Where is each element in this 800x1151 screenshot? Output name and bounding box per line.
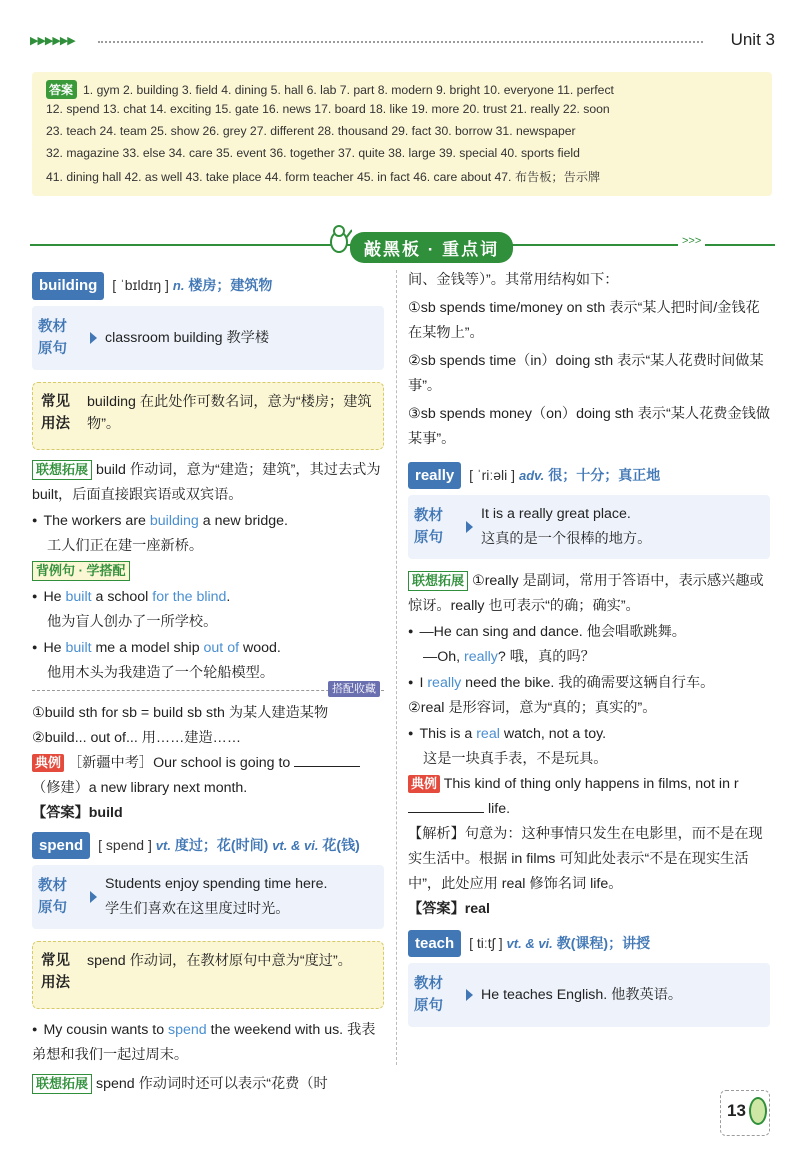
answer-tag: 答案 — [46, 80, 77, 99]
unit-label: Unit 3 — [730, 30, 775, 49]
phonetic: [ tiːtʃ ] — [469, 935, 503, 951]
highlight-word: really — [464, 649, 498, 665]
extension-text: ①really 是副词，常用于答语中，表示感兴趣或惊讶。really 也可表示“的确；确实”。 — [408, 573, 764, 614]
right-column — [408, 268, 770, 1027]
example-text: me a model ship — [91, 640, 204, 656]
highlight-word: built — [65, 640, 92, 656]
example-text: the weekend with us. 我表弟想和我们一起过周末。 — [32, 1022, 376, 1063]
usage-text: spend 作动词，在教材原句中意为“度过”。 — [87, 953, 352, 969]
usage-text: building 在此处作可数名词，意为“楼房；建筑物”。 — [87, 394, 372, 432]
structure-item: ③sb spends money（on）doing sth 表示“某人花费金钱做某事”。 — [408, 406, 771, 447]
original-label: 原句 — [414, 998, 443, 1014]
structure-item: ②sb spends time（in）doing sth 表示“某人花费时间做某事”。 — [408, 353, 764, 394]
example-text: need the bike. 我的确需要这辆自行车。 — [461, 675, 715, 691]
collocation-tag: 搭配收藏 — [328, 681, 380, 697]
usage-label: 用法 — [41, 416, 70, 432]
textbook-sentence-box — [32, 306, 384, 370]
textbook-sentence-box — [408, 495, 770, 559]
example-text: a new bridge. — [198, 513, 288, 529]
part-of-speech: vt. & vi. — [506, 936, 553, 951]
original-label: 原句 — [38, 900, 67, 916]
part-of-speech: vt. — [155, 838, 171, 853]
part-of-speech: adv. — [519, 468, 545, 483]
example-text: a school — [91, 589, 153, 605]
extension-tag: 联想拓展 — [32, 460, 92, 480]
exercise-text: （修建）a new library next month. — [32, 780, 248, 796]
answer-text: 【答案】real — [408, 901, 490, 917]
original-label: 原句 — [414, 530, 443, 546]
triangle-icon — [466, 521, 473, 533]
textbook-sentence-box — [408, 963, 770, 1027]
textbook-translation: 学生们喜欢在这里度过时光。 — [105, 901, 290, 917]
extension-text: ②real 是形容词，意为“真的；真实的”。 — [408, 700, 657, 716]
highlight-word: really — [427, 675, 462, 691]
word-tag-really: really — [408, 462, 461, 489]
extension-tag: 联想拓展 — [32, 1074, 92, 1094]
answer-blank[interactable] — [294, 766, 360, 767]
section-banner — [30, 224, 775, 264]
arrow-decoration-icon: ▶▶▶▶▶▶ — [30, 35, 75, 47]
structure-item: ①sb spends time/money on sth 表示“某人把时间/金钱花在某物上”。 — [408, 300, 760, 341]
exercise-text: This kind of thing only happens in films, not in r — [443, 776, 739, 792]
example-translation: 工人们正在建一座新桥。 — [47, 538, 204, 554]
example-translation: 他为盲人创办了一所学校。 — [47, 614, 218, 630]
example-text: I — [419, 675, 428, 691]
highlight-word: out of — [203, 640, 240, 656]
example-collocation-tag: 背例句 · 学搭配 — [32, 561, 130, 581]
page-number: 13 — [727, 1101, 746, 1120]
section-title: 敲黑板 · 重点词 — [350, 232, 513, 263]
answer-blank[interactable] — [408, 812, 484, 813]
column-divider — [396, 270, 397, 1065]
page-header — [30, 30, 775, 52]
word-meaning: 花(钱) — [322, 837, 360, 853]
collocation-item: ②build... out of... 用……建造…… — [32, 730, 242, 746]
example-text: ? 哦，真的吗？ — [497, 649, 595, 665]
analysis-text: 【解析】句意为：这种事情只发生在电影里，而不是在现实生活中。根据 in films 可知此处表示“不是在现实生活中”，此处应用 real 修饰名词 life。 — [408, 826, 763, 892]
common-label: 常见 — [41, 394, 70, 410]
example-text: wood. — [239, 640, 281, 656]
page-number-box — [720, 1090, 770, 1136]
word-tag-building: building — [32, 272, 104, 300]
triangle-icon — [466, 989, 473, 1001]
highlight-word: building — [149, 513, 199, 529]
exercise-text: ［新疆中考］Our school is going to — [67, 755, 291, 771]
textbook-label: 教材 — [38, 319, 67, 335]
example-text: My cousin wants to — [43, 1022, 169, 1038]
textbook-label: 教材 — [38, 878, 67, 894]
textbook-sentence-box — [32, 865, 384, 929]
triangle-icon — [90, 332, 97, 344]
triangle-icon — [90, 891, 97, 903]
example-text: watch, not a toy. — [499, 726, 607, 742]
word-meaning: 度过；花(时间) — [174, 837, 269, 853]
example-text: This is a — [419, 726, 477, 742]
extension-text: build 作动词，意为“建造；建筑”，其过去式为 built，后面直接跟宾语或双宾语。 — [32, 462, 381, 503]
word-tag-teach: teach — [408, 930, 461, 957]
example-text: He — [43, 589, 66, 605]
balloon-icon — [749, 1097, 767, 1125]
textbook-sentence: Students enjoy spending time here. — [105, 876, 328, 892]
word-meaning: 教(课程)；讲授 — [556, 935, 651, 951]
textbook-label: 教材 — [414, 508, 443, 524]
example-translation: 他用木头为我建造了一个轮船模型。 — [47, 665, 275, 681]
phonetic: [ ˈriːəli ] — [469, 467, 516, 483]
example-translation: 这是一块真手表，不是玩具。 — [423, 751, 608, 767]
answer-row: 1. gym 2. building 3. field 4. dining 5. hall 6. lab 7. part 8. modern 9. bright 10. everyone 11. perfect — [83, 83, 614, 97]
answer-row: 12. spend 13. chat 14. exciting 15. gate 16. news 17. board 18. like 19. more 20. trust 21. really 22. soon — [46, 102, 610, 116]
common-label: 常见 — [41, 953, 70, 969]
exercise-text: life. — [484, 801, 511, 817]
continued-text: 间、金钱等）”。其常用结构如下： — [408, 272, 619, 288]
collocation-item: ①build sth for sb = build sb sth 为某人建造某物 — [32, 705, 329, 721]
textbook-translation: 这真的是一个很棒的地方。 — [481, 531, 652, 547]
example-text: The workers are — [43, 513, 150, 529]
usage-box — [32, 941, 384, 1009]
highlight-word: for the blind — [152, 589, 227, 605]
example-text: He — [43, 640, 66, 656]
answer-row: 32. magazine 33. else 34. care 35. event 36. together 37. quite 38. large 39. special 40. sports field — [46, 146, 580, 160]
left-column — [32, 272, 384, 1097]
textbook-sentence: It is a really great place. — [481, 506, 631, 522]
example-text: . — [226, 589, 231, 605]
textbook-label: 教材 — [414, 976, 443, 992]
textbook-sentence: He teaches English. 他教英语。 — [481, 986, 683, 1003]
highlight-word: spend — [168, 1022, 207, 1038]
answer-box — [32, 72, 772, 196]
answer-row: 23. teach 24. team 25. show 26. grey 27. different 28. thousand 29. fact 30. borrow 31. newspaper — [46, 124, 576, 138]
usage-box — [32, 382, 384, 450]
phonetic: [ spend ] — [98, 837, 152, 853]
word-meaning: 很；十分；真正地 — [548, 467, 661, 483]
typical-example-tag: 典例 — [32, 754, 64, 772]
extension-text: spend 作动词时还可以表示“花费（时 — [95, 1076, 328, 1092]
extension-tag: 联想拓展 — [408, 571, 468, 591]
mascot-icon — [326, 224, 352, 254]
part-of-speech: vt. & vi. — [272, 838, 319, 853]
answer-row: 41. dining hall 42. as well 43. take place 44. form teacher 45. in fact 46. care about 47. 布告板；告示牌 — [46, 170, 601, 184]
example-text: —Oh, — [423, 649, 464, 665]
textbook-sentence: classroom building 教学楼 — [105, 329, 270, 346]
chevron-right-icon: >>> — [678, 235, 705, 247]
highlight-word: built — [65, 589, 92, 605]
word-meaning: 楼房；建筑物 — [188, 277, 273, 293]
header-divider — [98, 41, 703, 43]
part-of-speech: n. — [172, 278, 185, 293]
word-tag-spend: spend — [32, 832, 90, 859]
answer-text: 【答案】build — [32, 805, 123, 821]
example-text: ● —He can sing and dance. 他会唱歌跳舞。 — [408, 619, 770, 645]
phonetic: [ ˈbɪldɪŋ ] — [112, 277, 169, 293]
collocation-divider — [32, 683, 384, 701]
highlight-word: real — [476, 726, 500, 742]
usage-label: 用法 — [41, 975, 70, 991]
original-label: 原句 — [38, 341, 67, 357]
typical-example-tag: 典例 — [408, 775, 440, 793]
